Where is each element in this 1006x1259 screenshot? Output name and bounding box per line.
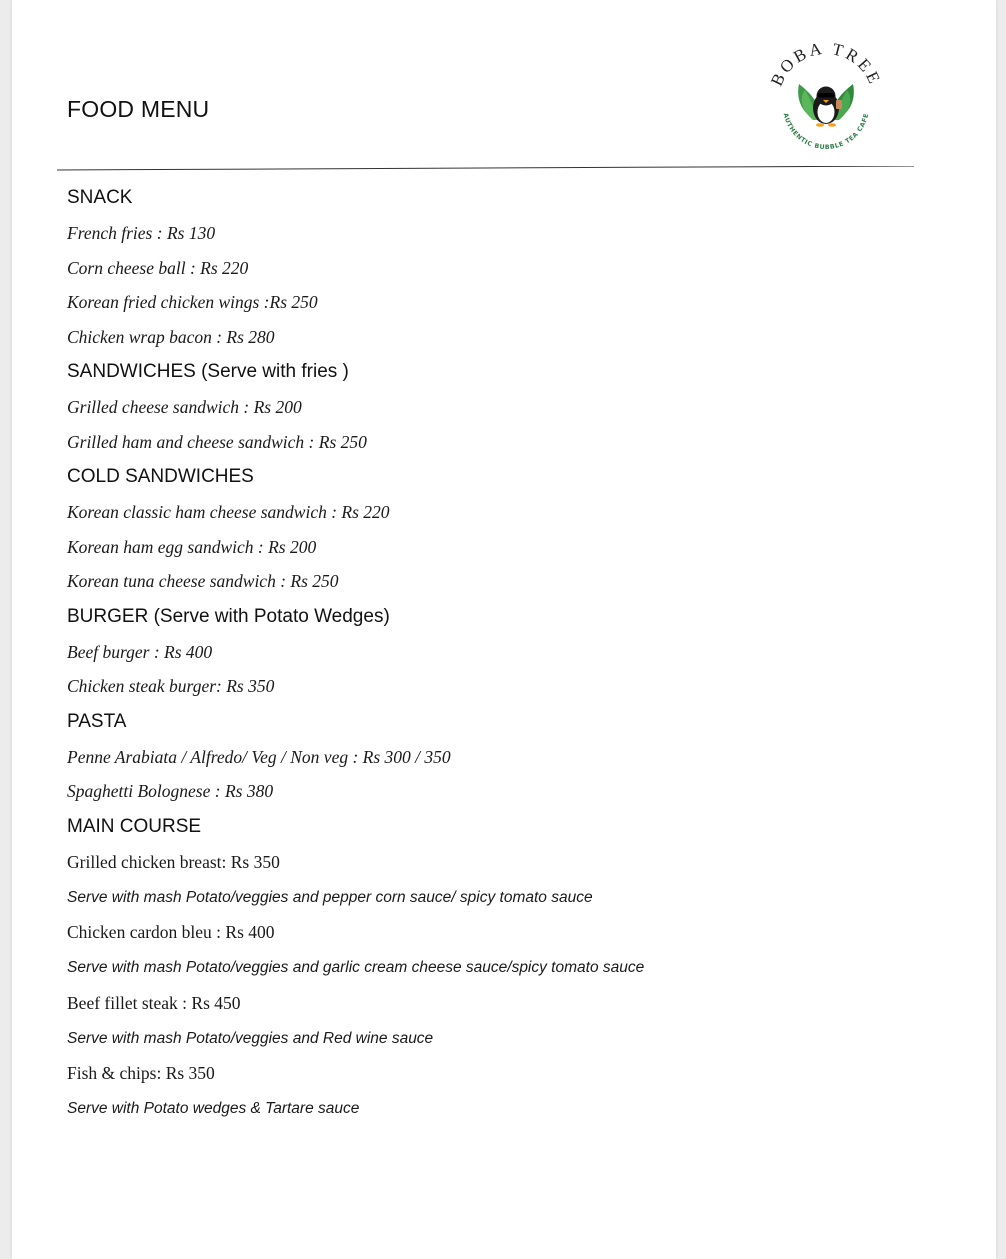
menu-item: Chicken steak burger: Rs 350 xyxy=(67,676,275,696)
page-title: FOOD MENU xyxy=(67,96,210,122)
main-course-note: Serve with mash Potato/veggies and garlic cream cheese sauce/spicy tomato sauce xyxy=(67,959,645,976)
logo-bottom-text: AUTHENTIC BUBBLE TEA CAFE xyxy=(781,112,871,152)
main-course-note: Serve with mash Potato/veggies and pepper corn sauce/ spicy tomato sauce xyxy=(67,888,593,906)
menu-item: French fries : Rs 130 xyxy=(67,223,216,243)
section-heading: SNACK xyxy=(67,187,133,208)
header-divider xyxy=(57,166,914,168)
section-snack xyxy=(67,180,967,354)
menu-item: Grilled ham and cheese sandwich : Rs 250 xyxy=(67,431,367,452)
menu-item: Korean tuna cheese sandwich : Rs 250 xyxy=(67,571,339,591)
main-course-dish: Beef fillet steak : Rs 450 xyxy=(67,992,241,1013)
main-course-note: Serve with mash Potato/veggies and Red wine sauce xyxy=(67,1029,434,1047)
section-burger xyxy=(67,599,967,704)
menu-item: Penne Arabiata / Alfredo/ Veg / Non veg : Rs 300 / 350 xyxy=(67,746,451,767)
main-course-dish: Grilled chicken breast: Rs 350 xyxy=(67,851,280,872)
menu-item: Korean ham egg sandwich : Rs 200 xyxy=(67,536,317,557)
main-course-note: Serve with Potato wedges & Tartare sauce xyxy=(67,1100,360,1117)
logo-top-text: BOBA TREE xyxy=(766,40,886,89)
menu-page xyxy=(12,0,996,1259)
menu-item: Grilled cheese sandwich : Rs 200 xyxy=(67,397,302,417)
section-heading: COLD SANDWICHES xyxy=(67,466,254,487)
section-heading: MAIN COURSE xyxy=(67,815,202,837)
main-course-dish: Fish & chips: Rs 350 xyxy=(67,1063,215,1083)
boba-tree-logo xyxy=(765,40,887,162)
menu-item: Beef burger : Rs 400 xyxy=(67,641,213,662)
section-heading: BURGER (Serve with Potato Wedges) xyxy=(67,605,390,627)
menu-item: Chicken wrap bacon : Rs 280 xyxy=(67,326,275,347)
section-sandwiches xyxy=(67,354,967,459)
section-heading: SANDWICHES (Serve with fries ) xyxy=(67,361,349,382)
menu-content xyxy=(67,180,967,1127)
section-cold-sandwiches xyxy=(67,459,967,599)
menu-item: Korean fried chicken wings :Rs 250 xyxy=(67,292,318,312)
section-heading: PASTA xyxy=(67,710,127,732)
section-main-course xyxy=(67,809,967,1127)
menu-item: Corn cheese ball : Rs 220 xyxy=(67,257,249,278)
section-pasta xyxy=(67,704,967,809)
menu-item: Spaghetti Bolognese : Rs 380 xyxy=(67,781,274,801)
menu-item: Korean classic ham cheese sandwich : Rs 220 xyxy=(67,502,390,522)
main-course-dish: Chicken cardon bleu : Rs 400 xyxy=(67,922,275,942)
